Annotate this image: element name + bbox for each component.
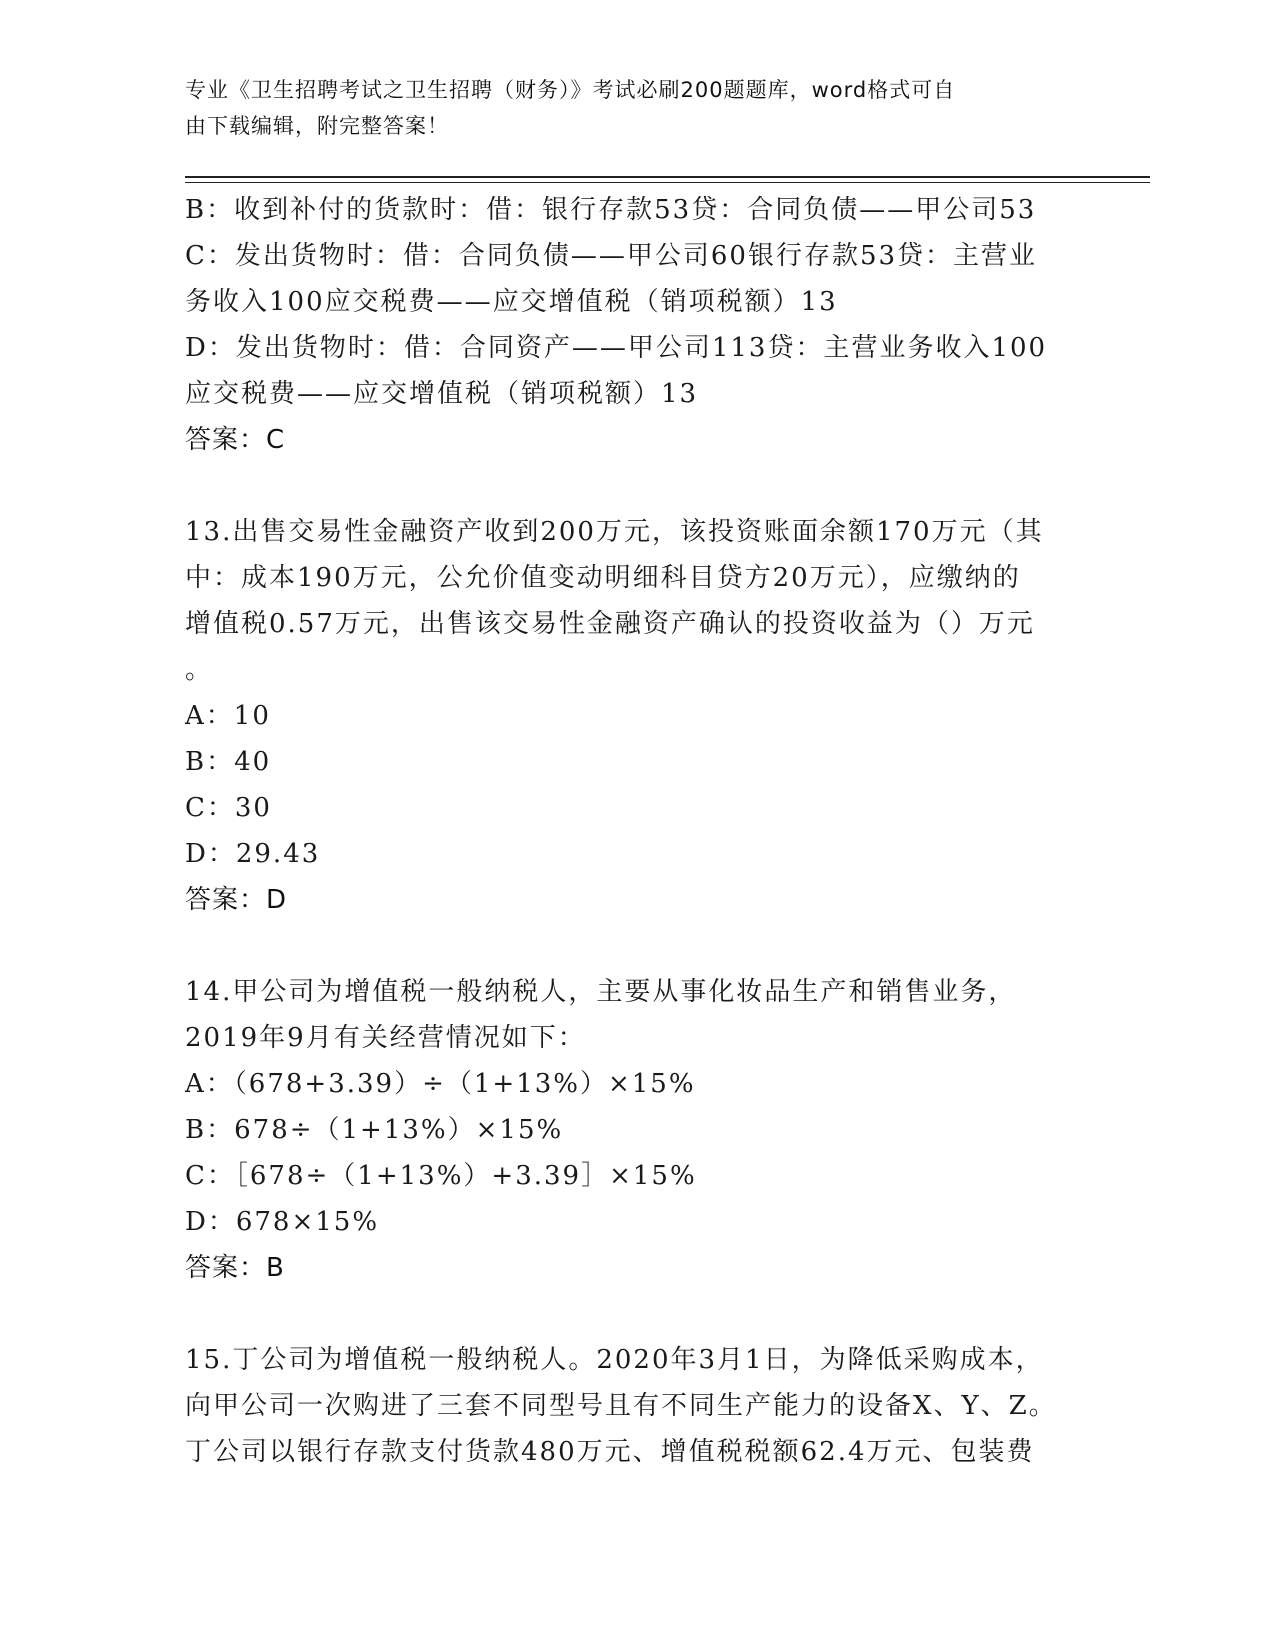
answer: 答案：C xyxy=(185,425,286,455)
option-c: C：［678÷（1+13%）+3.39］×15% xyxy=(185,1161,697,1191)
spacer xyxy=(185,923,1075,969)
option-c-line-2: 务收入100应交税费——应交增值税（销项税额）13 xyxy=(185,287,838,317)
option-b: B：收到补付的货款时：借：银行存款53贷：合同负债——甲公司53 xyxy=(185,195,1037,225)
question-stem-line-3: 增值税0.57万元，出售该交易性金融资产确认的投资收益为（）万元 xyxy=(185,609,1035,639)
option-d: D：678×15% xyxy=(185,1207,380,1237)
answer: 答案：B xyxy=(185,1253,285,1283)
spacer xyxy=(185,1291,1075,1337)
header-divider-thick xyxy=(185,176,1150,178)
option-a: A：10 xyxy=(185,701,271,731)
option-d-line-1: D：发出货物时：借：合同资产——甲公司113贷：主营业务收入100 xyxy=(185,333,1048,363)
question-stem-line-3: 丁公司以银行存款支付货款480万元、增值税税额62.4万元、包装费 xyxy=(185,1437,1035,1467)
spacer xyxy=(185,463,1075,509)
option-b: B：40 xyxy=(185,747,272,777)
option-c-line-1: C：发出货物时：借：合同负债——甲公司60银行存款53贷：主营业 xyxy=(185,241,1038,271)
question-stem-line-1: 14.甲公司为增值税一般纳税人，主要从事化妆品生产和销售业务， xyxy=(185,977,1017,1007)
question-stem-line-2: 2019年9月有关经营情况如下： xyxy=(185,1023,586,1053)
question-stem-line-2: 向甲公司一次购进了三套不同型号且有不同生产能力的设备X、Y、Z。 xyxy=(185,1391,1057,1421)
question-stem-line-2: 中：成本190万元，公允价值变动明细科目贷方20万元），应缴纳的 xyxy=(185,563,1021,593)
answer: 答案：D xyxy=(185,885,288,915)
header-divider-thin xyxy=(185,182,1150,183)
page-header xyxy=(185,72,1065,144)
question-15 xyxy=(185,1337,1075,1475)
question-stem-line-1: 13.出售交易性金融资产收到200万元，该投资账面余额170万元（其 xyxy=(185,517,1044,547)
option-d-line-2: 应交税费——应交增值税（销项税额）13 xyxy=(185,379,699,409)
question-14 xyxy=(185,969,1075,1291)
question-stem-line-1: 15.丁公司为增值税一般纳税人。2020年3月1日，为降低采购成本， xyxy=(185,1345,1044,1375)
option-a: A：（678+3.39）÷（1+13%）×15% xyxy=(185,1069,696,1099)
option-d: D：29.43 xyxy=(185,839,321,869)
option-b: B：678÷（1+13%）×15% xyxy=(185,1115,564,1145)
option-c: C：30 xyxy=(185,793,272,823)
header-line-2: 由下载编辑，附完整答案！ xyxy=(185,114,449,138)
question-12-tail xyxy=(185,187,1075,463)
document-body xyxy=(185,187,1075,1475)
question-stem-line-4: 。 xyxy=(185,655,214,685)
header-line-1: 专业《卫生招聘考试之卫生招聘（财务）》考试必刷200题题库，word格式可自 xyxy=(185,78,956,102)
question-13 xyxy=(185,509,1075,923)
